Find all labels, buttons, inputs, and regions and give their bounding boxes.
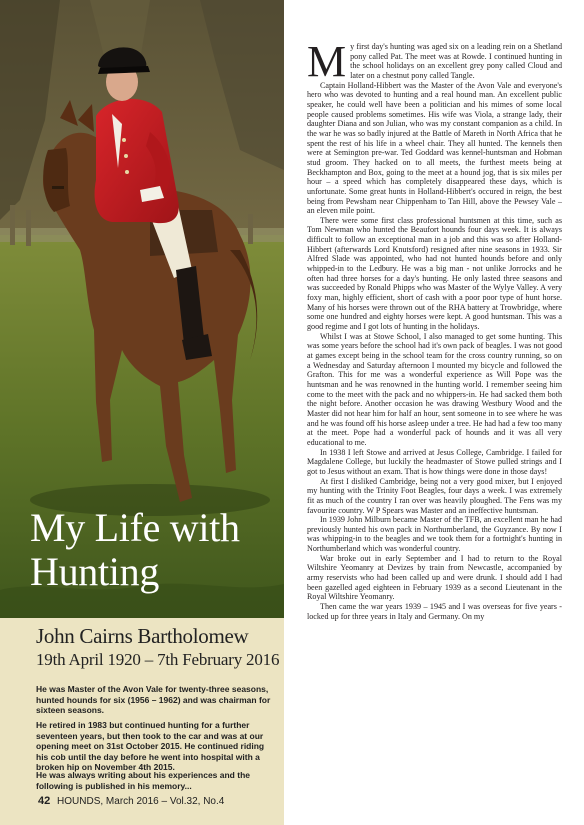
article-title	[30, 506, 290, 594]
subject-name: John Cairns Bartholomew	[36, 624, 249, 648]
article-paragraph: War broke out in early September and I had to return to the Royal Wiltshire Yeomanry at Devizes by train from Newcastle, accompanied by army reservists who had been called up and were drunk. I should add I had been gazelled aged eighteen in February 1939 as a second Lieutenant in the Royal Wiltshire Yeomanry.	[307, 553, 562, 602]
intro-paragraph: He was Master of the Avon Vale for twenty-three seasons, hunted hounds for six (1956 – 1962) and was chairman for sixteen seasons.	[36, 684, 271, 715]
publication-info: HOUNDS, March 2016 – Vol.32, No.4	[57, 796, 225, 807]
intro-paragraph: He was always writing about his experiences and the following is published in his memory...	[36, 770, 250, 791]
article-paragraph: Captain Holland-Hibbert was the Master of the Avon Vale and everyone's hero who was devoted to hunting and a real hound man. An excellent public speaker, he could well have been a politician and his mimes of some local people caused problems sometimes. His wife was Viola, a strange lady, their daughter Diana and son Julian, who was my constant companion as a child. In the war he was so badly injured at the Battle of Mareth in North Africa that he spent the rest of his life in a wheel chair. They all hunted. The kennels then were at Semington pre-war. Ted Goddard was kennel-huntsman and Hobman stud groom. They hacked on to all meets, the furthest meets being at Beckhampton and Box, going to the meet at a hound jog, that is six miles per hour – a speed which has completely disappeared these days, which is unfortunate. Some great hunts in Holland-Hibbert's occured in reign, the best being from Pewsham near Chippenham to Tan Hill, above the Pewsey Vale – an eleven mile point.	[307, 80, 562, 216]
article-title-line-1: My Life with	[30, 505, 240, 550]
article-paragraph: At first I disliked Cambridge, being not a very good mixer, but I enjoyed my hunting with the Trinity Foot Beagles, four days a week. I was extremely fit as much of the country I ran over was heavily ploughed. The Fens was my favourite country. W P Spears was Master and an ineffective huntsman.	[307, 476, 562, 515]
intro-paragraph: He retired in 1983 but continued hunting for a further seventeen years, but then took to the car and was at our opening meet on 31st October 2015. He continued riding his cob until the day before he went into hospital with a broken hip on November 4th 2015.	[36, 720, 265, 772]
article-paragraph: Then came the war years 1939 – 1945 and I was overseas for five years - locked up for three years in Italy and Germany. On my	[307, 602, 562, 621]
article-paragraph: In 1939 John Milburn became Master of the TFB, an excellent man he had previously hunted his own pack in Northumberland, the Guyzance. By now I was whipping-in to the beagles and we took them for a fortnight's hunting in Northumberland which was wonderful country.	[307, 515, 562, 554]
article-paragraph	[307, 42, 562, 86]
article-paragraph: There were some first class professional huntsmen at this time, such as Tom Newman who hunted the Beaufort hounds four days week. It is always difficult to follow an exceptional man in a job and this was so after Holland-Hibbert (afterwards Lord Knutsford) resigned after nine seasons in 1933. Sir Alfred Slade was appointed, who had not hunted hounds before and only whipped-in to the Ledbury. He was a big man - not unlike Jorrocks and he often had three horses for a day's hunting. He only lasted three seasons and was succeeded by Ronald Phipps who was Master of the Wylye Valley. A very foxy man, highly efficient, short of cash with a poor poor type of hunt horse. Many of his horses were thrown out of the RHA battery at Trowbridge, where some one hundred and eighty horses were kept. A good huntsman. This was a good regime and I got lots of hunting in the holidays.	[307, 215, 562, 332]
drop-cap: M	[307, 42, 347, 86]
article-paragraph: In 1938 I left Stowe and arrived at Jesus College, Cambridge. I failed for Magdalene College, but luckily the headmaster of Stowe pulled strings and I got to Jesus without an exam. That is how things were done in those days!	[307, 447, 562, 476]
subject-dates: 19th April 1920 – 7th February 2016	[36, 650, 280, 669]
page-number: 42	[38, 795, 51, 807]
article-body	[307, 42, 562, 812]
page-footer	[38, 795, 224, 807]
article-paragraph-text: y first day's hunting was aged six on a leading rein on a Shetland pony called Pat. The meet was at Rowde. I continued hunting in the school holidays on an excellent grey pony called Cloud and later on a chestnut pony called Tangle.	[350, 42, 562, 80]
article-paragraph: Whilst I was at Stowe School, I also managed to get some hunting. This was some years before the school had it's own pack of beagles. I was not good at games except being in the school team for the cross country running, so on a Wednesday and Saturday afternoon I mounted my bicycle and followed the Grafton. This for me was a wonderful experience as Will Pope was the huntsman and he was renowned in the hunting world. I remember seeing him come to the meet with the pack and no whippers-in. He had sacked them both the night before. Another occasion he was drawing Westbury Wood and the Master did not hear him for half an hour, sent someone in to see where he was and he was found off his horse asleep under a tree. He had had a few too many at the meet. Pope had a wonderful pack of hounds and it was all very educational to me.	[307, 331, 562, 447]
article-title-line-2: Hunting	[30, 549, 160, 594]
